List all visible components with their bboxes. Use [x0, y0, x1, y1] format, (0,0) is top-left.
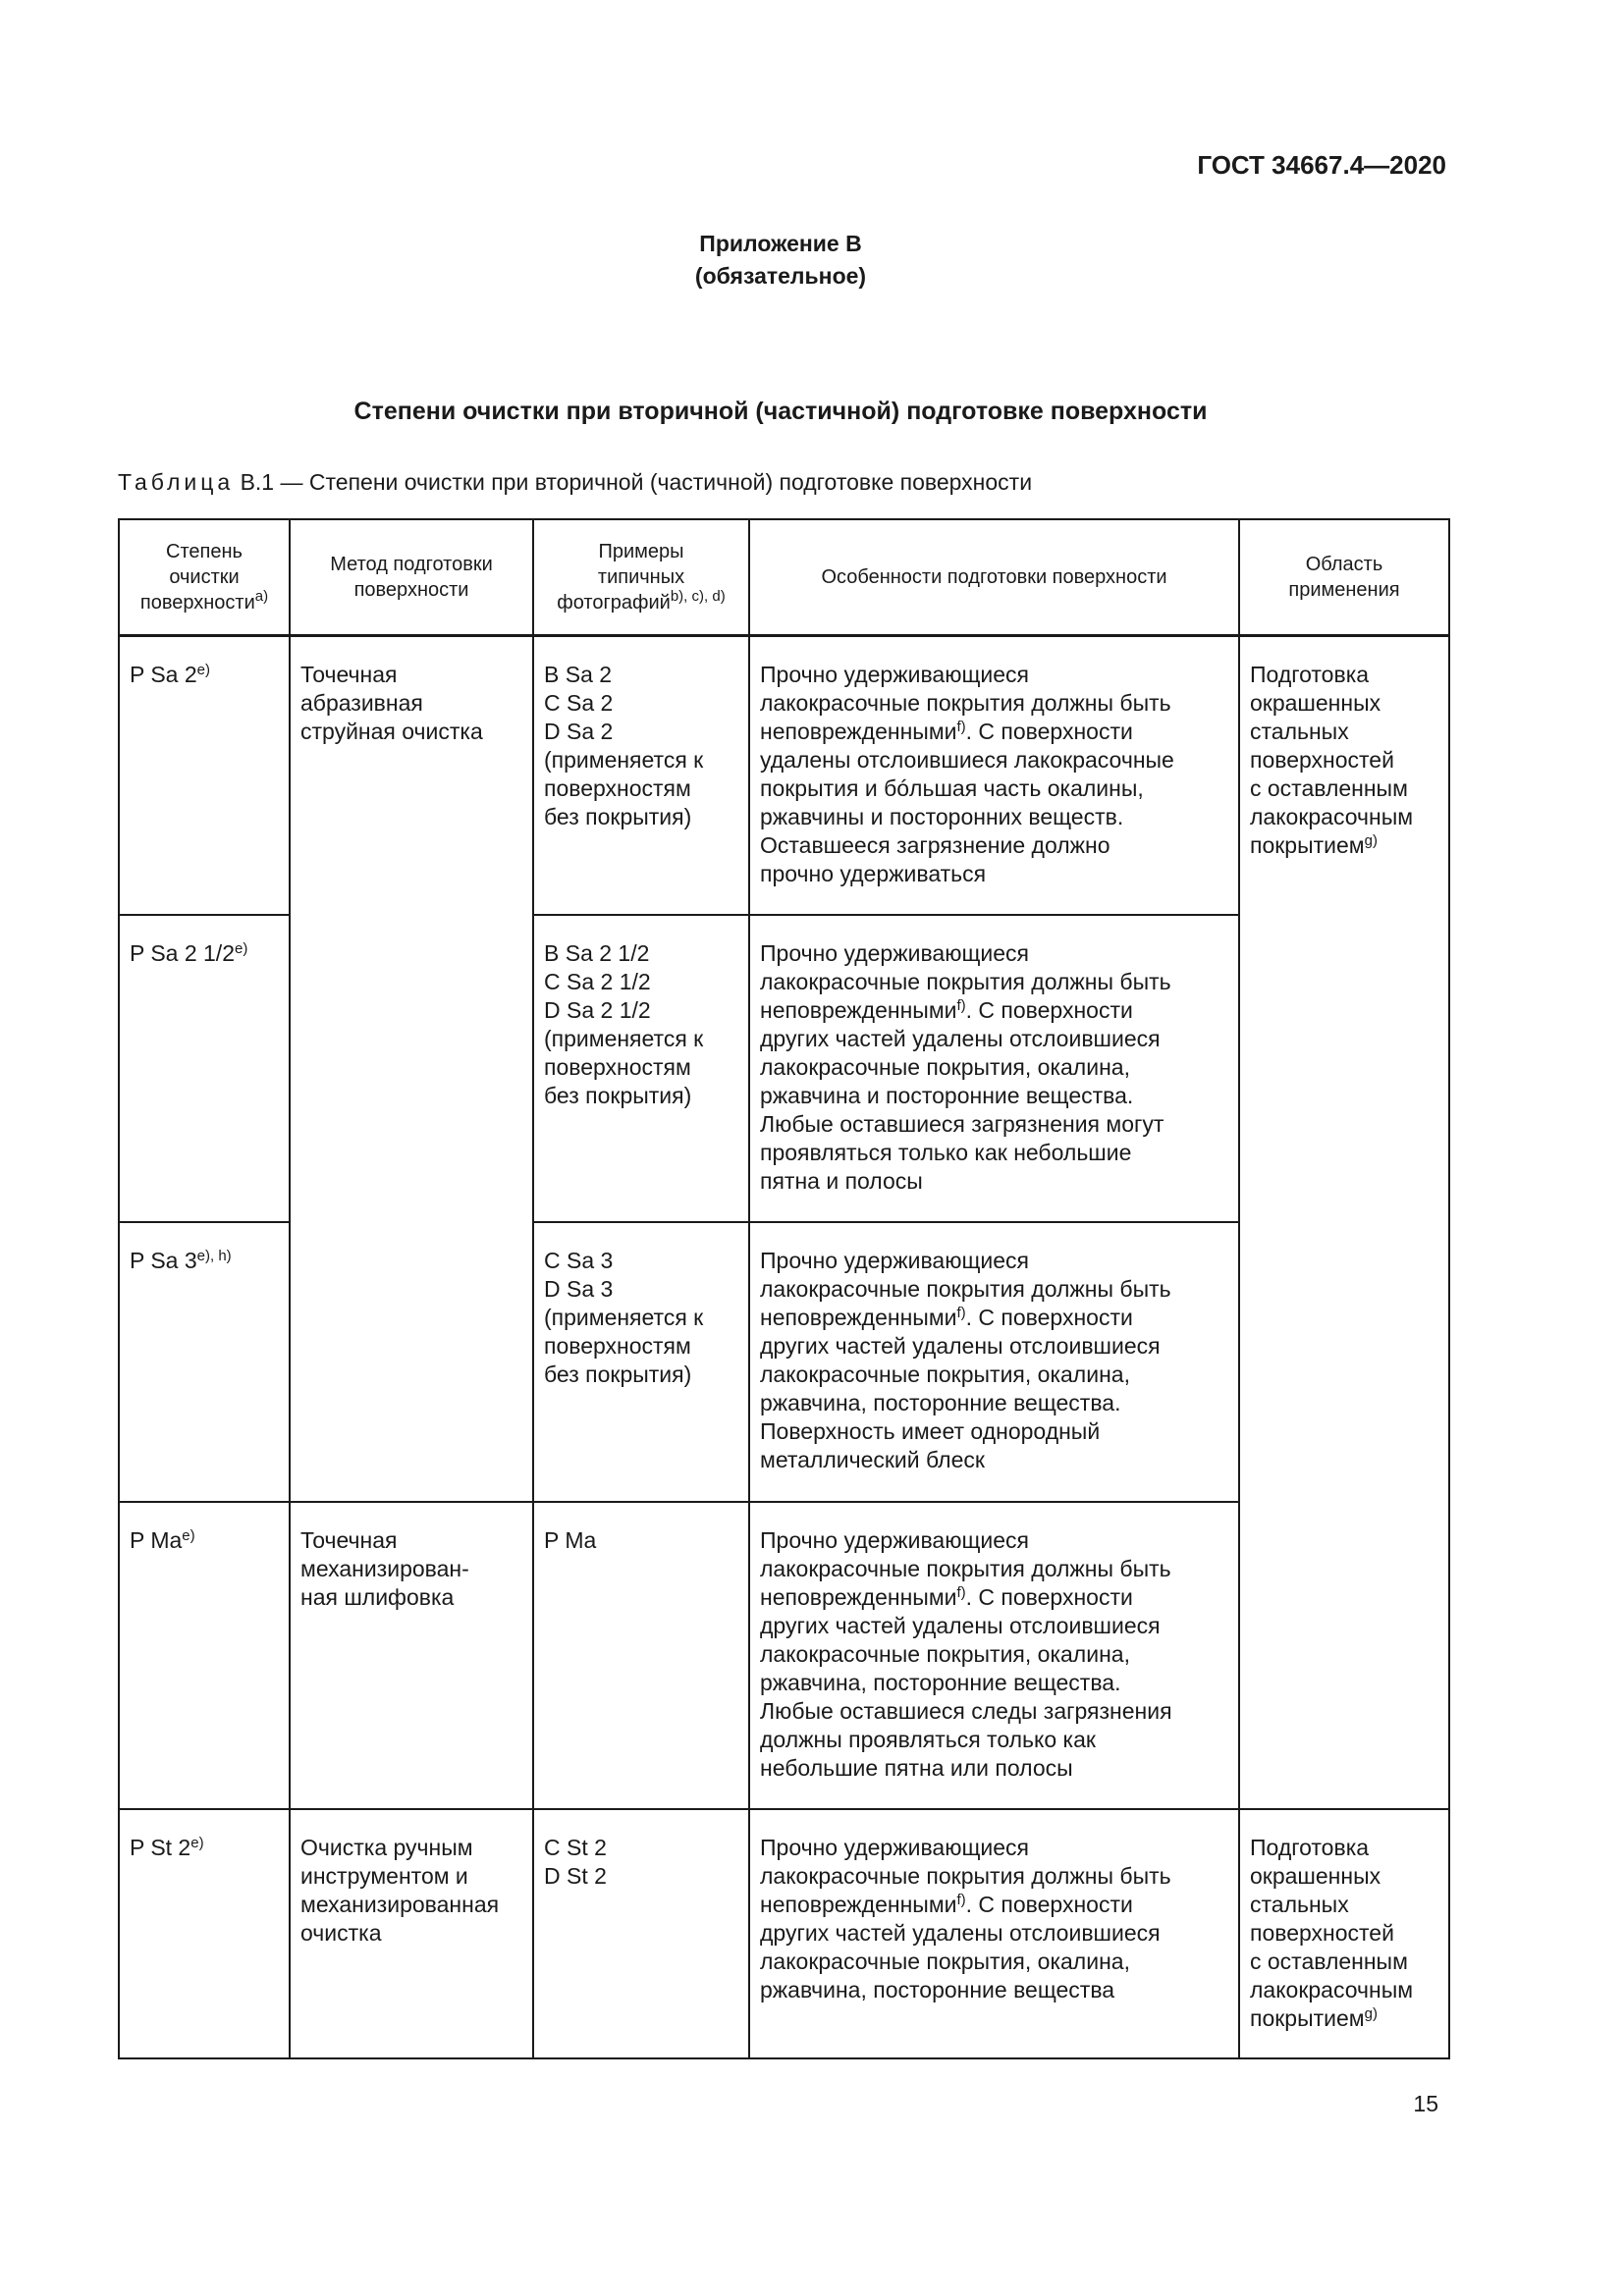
features-cell: Прочно удерживающиеся лакокрасочные покрытия должны быть неповрежденными$^{f)}$. С поверхности других частей удалены отслоившиеся лакокрасочные покрытия, окалина, ржавчина, посторонние вещества. Любые оставшиеся следы загрязнения должны проявляться только как небольшие пятна или полосы [749, 1502, 1239, 1809]
method-cell: Очистка ручным инструментом и механизированная очистка [290, 1809, 533, 2058]
grade-cell: P Sa $3^{e), h)}$ [119, 1222, 290, 1502]
table-row [119, 1809, 1449, 2058]
photos-cell: B Sa 2 C Sa 2 D Sa 2 (применяется к поверхностям без покрытия) [533, 636, 749, 915]
features-cell: Прочно удерживающиеся лакокрасочные покрытия должны быть неповрежденными$^{f)}$. С поверхности удалены отслоившиеся лакокрасочные покрытия и бóльшая часть окалины, ржавчины и посторонних веществ. Оставшееся загрязнение должно прочно удерживаться [749, 636, 1239, 915]
cleaning-grades-table [118, 518, 1450, 2059]
grade-cell: P Sa 2$^{e)}$ [119, 636, 290, 915]
photos-cell: C St 2 D St 2 [533, 1809, 749, 2058]
grade-cell: P Ma$^{e)}$ [119, 1502, 290, 1809]
photos-cell: C Sa 3 D Sa 3 (применяется к поверхностям без покрытия) [533, 1222, 749, 1502]
table-caption-text: — Степени очистки при вторичной (частичной) подготовке поверхности [274, 469, 1033, 495]
grade-cell: P St 2$^{e)}$ [119, 1809, 290, 2058]
annex-heading [0, 228, 1561, 293]
photos-cell: B Sa 2 1/2 C Sa 2 1/2 D Sa 2 1/2 (применяется к поверхностям без покрытия) [533, 915, 749, 1222]
table-header-row [119, 519, 1449, 636]
method-cell: Точечная абразивная струйная очистка [290, 636, 533, 1502]
header-method: Метод подготовки поверхности [290, 519, 533, 636]
grade-cell: P Sa 2 1/2$^{e)}$ [119, 915, 290, 1222]
application-cell: Подготовка окрашенных стальных поверхностей с оставленным лакокрасочным покрытием$^{g)}$ [1239, 636, 1449, 1809]
annex-title: Приложение В [699, 231, 862, 256]
header-features: Особенности подготовки поверхности [749, 519, 1239, 636]
features-cell: Прочно удерживающиеся лакокрасочные покрытия должны быть неповрежденными$^{f)}$. С поверхности других частей удалены отслоившиеся лакокрасочные покрытия, окалина, ржавчина и посторонние вещества. Любые оставшиеся загрязнения могут проявляться только как небольшие пятна и полосы [749, 915, 1239, 1222]
table-row [119, 636, 1449, 915]
table-caption-label: Таблица [118, 469, 235, 495]
method-cell: Точечная механизирован- ная шлифовка [290, 1502, 533, 1809]
features-cell: Прочно удерживающиеся лакокрасочные покрытия должны быть неповрежденными$^{f)}$. С поверхности других частей удалены отслоившиеся лакокрасочные покрытия, окалина, ржавчина, посторонние вещества [749, 1809, 1239, 2058]
table-caption-number: В.1 [234, 469, 275, 495]
table-caption [118, 469, 1032, 496]
annex-status: (обязательное) [694, 263, 867, 289]
page-number: 15 [1413, 2091, 1438, 2116]
document-code: ГОСТ 34667.4—2020 [1197, 150, 1446, 180]
application-cell: Подготовка окрашенных стальных поверхностей с оставленным лакокрасочным покрытием$^{g)}$ [1239, 1809, 1449, 2058]
header-application: Область применения [1239, 519, 1449, 636]
section-title: Степени очистки при вторичной (частичной) подготовке поверхности [353, 398, 1208, 425]
header-photos: Примеры типичных фотографий$^{b), c), d)}$ [533, 519, 749, 636]
header-grade: Степень очистки поверхности$^{а)}$ [119, 519, 290, 636]
features-cell: Прочно удерживающиеся лакокрасочные покрытия должны быть неповрежденными$^{f)}$. С поверхности других частей удалены отслоившиеся лакокрасочные покрытия, окалина, ржавчина, посторонние вещества. Поверхность имеет однородный металлический блеск [749, 1222, 1239, 1502]
photos-cell: P Ma [533, 1502, 749, 1809]
